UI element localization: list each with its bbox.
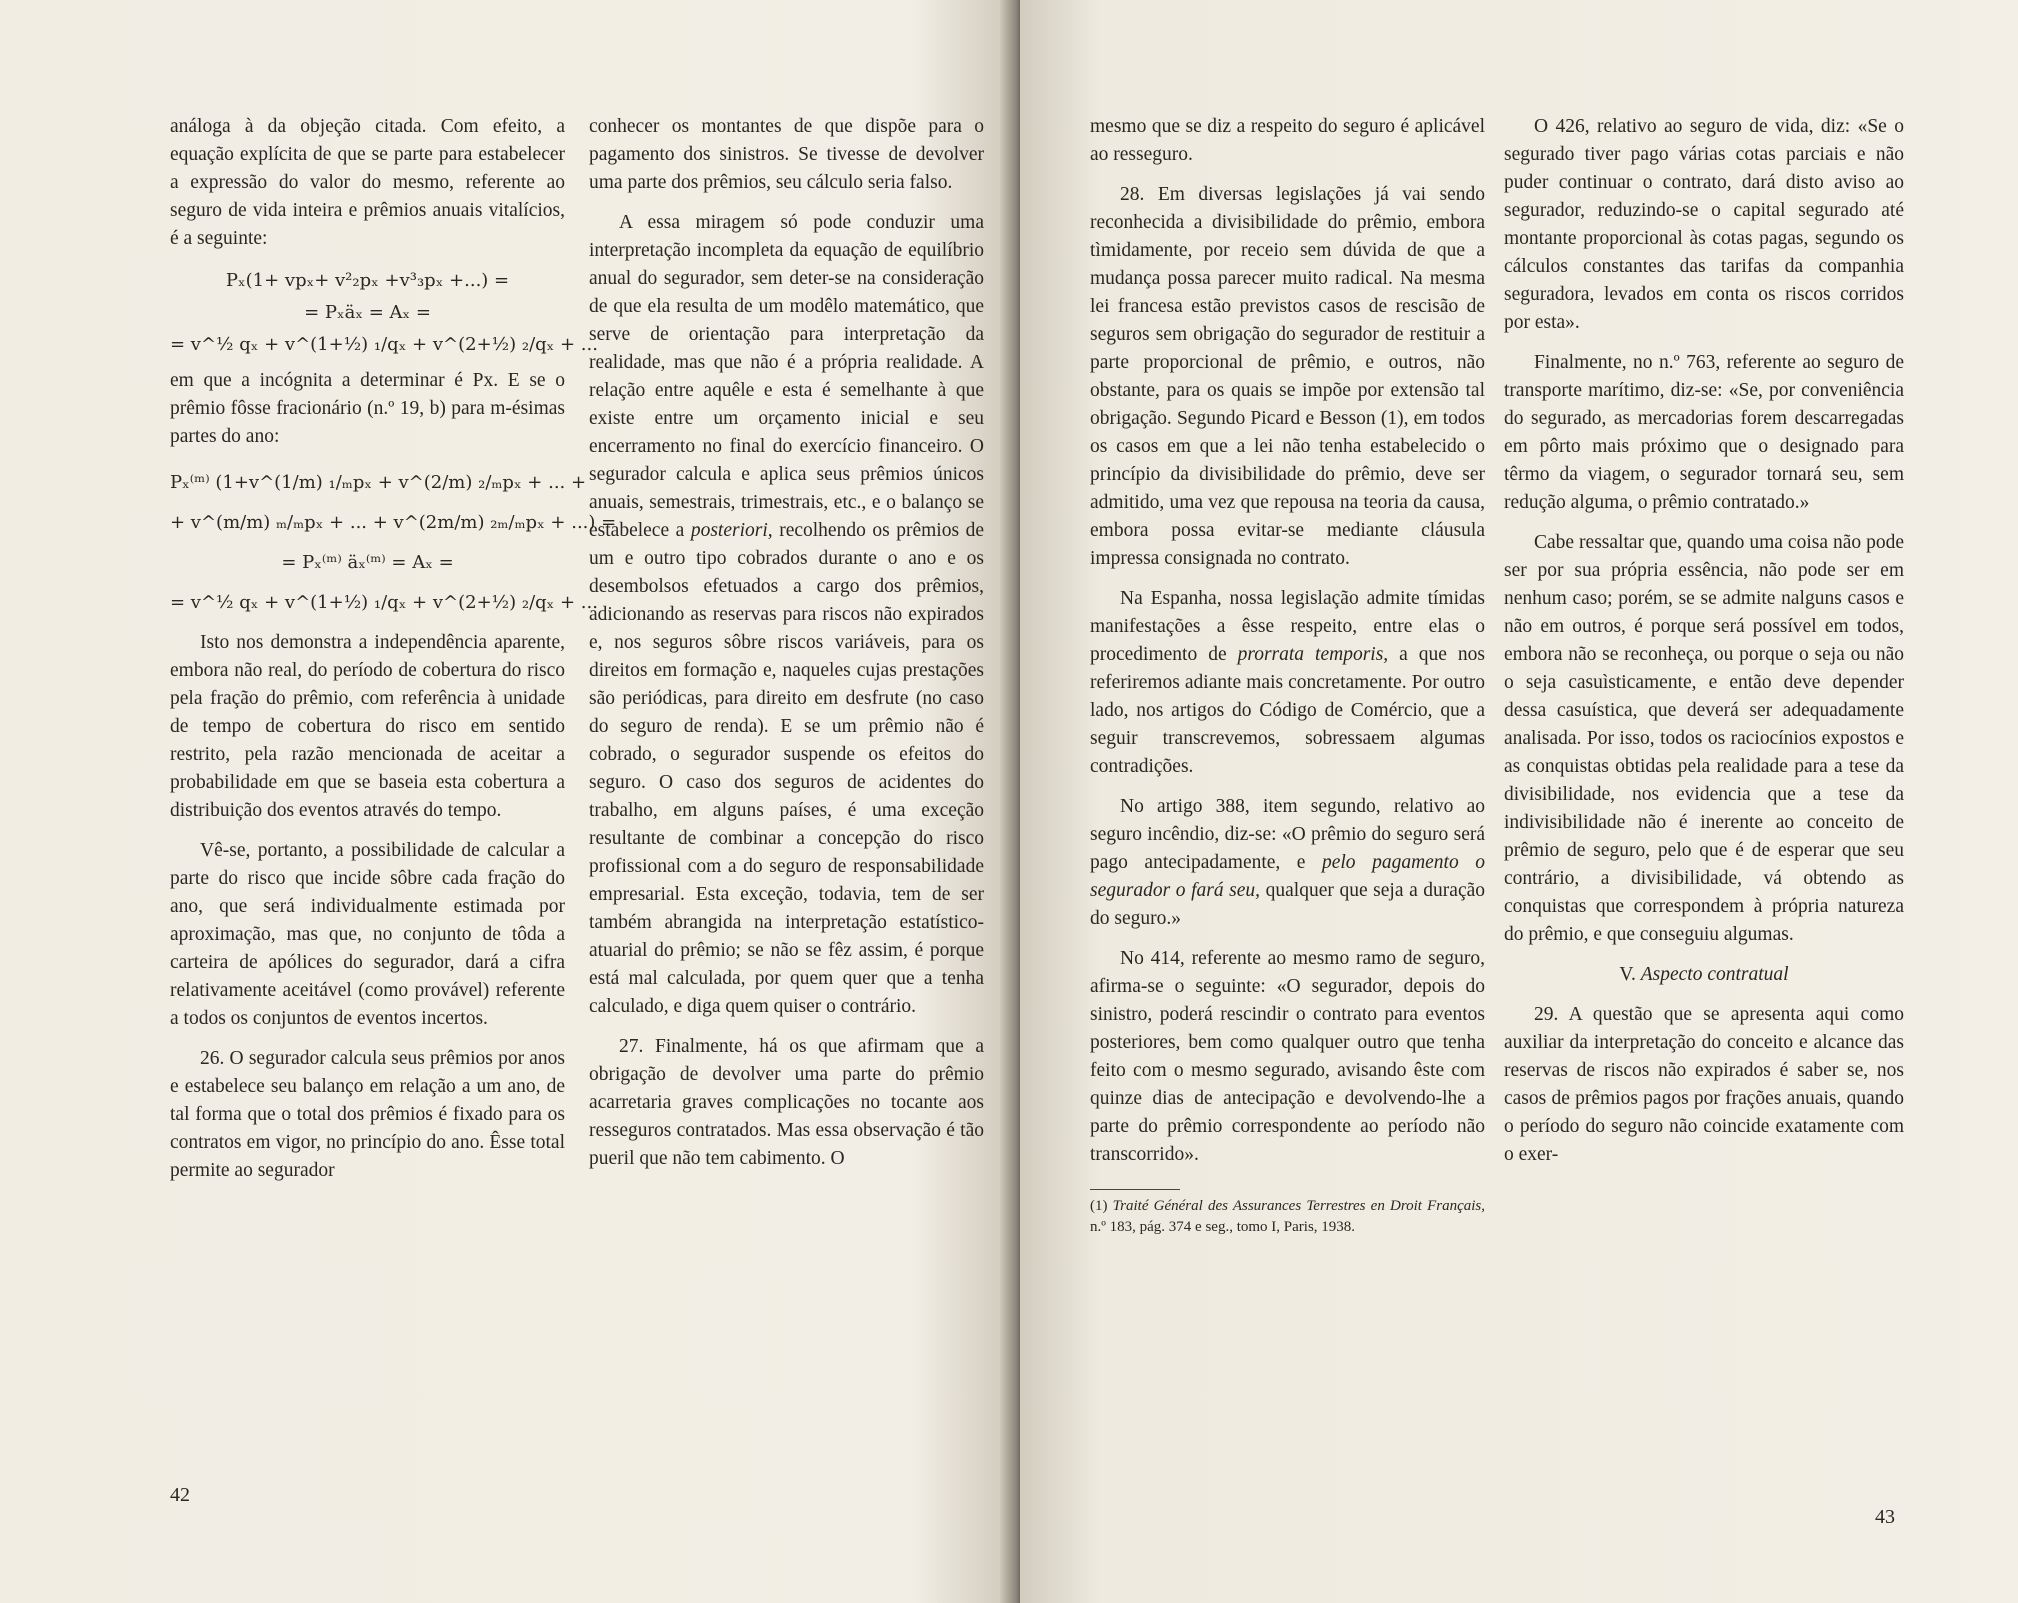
paragraph-espanha [1090, 585, 1485, 781]
right-page [1020, 0, 2018, 1603]
paragraph-27: 27. Finalmente, há os que afirmam que a obrigação de devolver uma parte do prêmio acarretaria graves complicações no tocante aos resseguros contratados. Mas essa observação é tão pueril que não tem cabimento. O [589, 1036, 984, 1169]
formula-line: = Pₓ⁽ᵐ⁾ äₓ⁽ᵐ⁾ = Aₓ = [281, 552, 454, 573]
paragraph-763: Finalmente, no n.º 763, referente ao seguro de transporte marítimo, diz-se: «Se, por conveniência do segurado, as mercadorias forem descarregadas em pôrto mais próximo que o designado para têrmo da viagem, o segurador tornará seu, sem redução alguma, o prêmio contratado.» [1504, 352, 1904, 513]
italic-text: pelo pagamento o segurador o fará seu, [1090, 852, 1485, 901]
paragraph-isto: Isto nos demonstra a independência aparente, embora não real, do período de cobertura do risco pela fração do prêmio, com referência à unidade de tempo de cobertura do risco em sentido restrito, pela razão mencionada de aceitar a probabilidade em que se baseia esta cobertura a distribuição dos eventos através do tempo. [170, 632, 565, 821]
text-run: A essa miragem só pode conduzir uma interpretação incompleta da equação de equilíbrio anual do segurador, sem deter-se na consideração de que ela resulta de um modêlo matemático, que serve de orientação para interpretação da realidade, mas que não é a própria realidade. A relação entre aquêle e esta é semelhante à que existe entre um orçamento inicial e seu encerramento no final do exercício financeiro. O segurador calcula e aplica seus prêmios únicos anuais, semestrais, trimestrais, etc., e o balanço se estabelece a [589, 212, 984, 541]
formula-line: = Pₓäₓ = Aₓ = [304, 302, 431, 323]
formula-annual-premium [170, 265, 598, 361]
italic-text: prorrata temporis, [1237, 644, 1389, 665]
paragraph-426: O 426, relativo ao seguro de vida, diz: «Se o segurado tiver pago várias cotas parciais e não puder continuar o contrato, dará disto aviso ao segurador, reduzindo-se o capital segurado até montante proporcional às cotas pagas, segundo os cálculos constantes das tarifas da companhia seguradora, levados em conta os riscos corridos por esta». [1504, 116, 1904, 333]
page-number-right: 43 [1875, 1506, 1895, 1528]
formula-line: Pₓ(1+ vpₓ+ v²₂pₓ +v³₃pₓ +...) = [225, 270, 510, 291]
paragraph-intro: análoga à da objeção citada. Com efeito, a equação explícita de que se parte para estabelecer a expressão do valor do mesmo, referente ao seguro de vida inteira e prêmios anuais vitalícios, é a seguinte: [170, 116, 565, 249]
formula-line: + v^(m/m) ₘ/ₘpₓ + ... + v^(2m/m) ₂ₘ/ₘpₓ + ...) = [170, 512, 617, 533]
formula-line: Pₓ⁽ᵐ⁾ (1+v^(1/m) ₁/ₘpₓ + v^(2/m) ₂/ₘpₓ + ... + [170, 472, 587, 493]
left-column-2 [589, 113, 984, 1185]
right-column-2 [1504, 113, 1904, 1181]
text-run: No artigo 388, item segundo, relativo ao seguro incêndio, diz-se: «O prêmio do seguro será pago antecipadamente, e [1090, 796, 1485, 873]
section-heading [1504, 961, 1904, 989]
paragraph-incognita: em que a incógnita a determinar é Px. E se o prêmio fôsse fracionário (n.º 19, b) para m-ésimas partes do ano: [170, 370, 565, 447]
footnote [1090, 1196, 1485, 1238]
right-column-1 [1090, 113, 1485, 1250]
paragraph-cabe: Cabe ressaltar que, quando uma coisa não pode ser por sua própria essência, não pode ser em nenhum caso; porém, se se admite nalguns casos e não em outros, é porque será possível em todos, embora não se reconheça, ou porque o seja ou não o seja casuìsticamente, e então deve depender dessa casuística, que deverá ser adequadamente analisada. Por isso, todos os raciocínios expostos e as conquistas obtidas pela realidade para a tese da divisibilidade, nos evidencia que a tese da indivisibilidade não é inerente ao conceito de prêmio de seguro, pelo que é de esperar que seu contrário, a divisibilidade, vá obtendo as conquistas que correspondem à própria natureza do prêmio, e que conseguiu algumas. [1504, 532, 1904, 945]
paragraph-388 [1090, 793, 1485, 933]
text-run: qualquer que seja a duração do seguro.» [1090, 880, 1486, 929]
paragraph-414: No 414, referente ao mesmo ramo de seguro, afirma-se o seguinte: «O segurador, depois do sinistro, poderá rescindir o contrato para eventos posteriores, bem como qualquer outro que tenha feito com o mesmo segurado, avisando êste com quinze dias de antecipação e devolvendo-lhe a parte do prêmio correspondente ao período não transcorrido». [1090, 948, 1485, 1165]
footnote-marker: (1) [1090, 1198, 1108, 1214]
text-run: Na Espanha, nossa legislação admite tímidas manifestações a êsse respeito, entre elas o procedimento de [1090, 588, 1485, 665]
paragraph-miragem [589, 209, 984, 1021]
section-title: Aspecto contratual [1640, 964, 1789, 985]
left-column-1 [170, 113, 617, 1197]
paragraph-mesmo: mesmo que se diz a respeito do seguro é aplicável ao resseguro. [1090, 116, 1485, 165]
paragraph-26: 26. O segurador calcula seus prêmios por anos e estabelece seu balanço em relação a um ano, de tal forma que o total dos prêmios é fixado para os contratos em vigor, no princípio do ano. Êsse total permite ao segurador [170, 1048, 565, 1181]
footnote-divider [1090, 1189, 1180, 1190]
text-run: a que nos referiremos adiante mais concretamente. Por outro lado, nos artigos do Código de Comércio, que a seguir transcrevemos, sobressaem algumas contradições. [1090, 644, 1486, 777]
text-run: n.º 183, pág. 374 e seg., tomo I, Paris, 1938. [1090, 1219, 1356, 1235]
italic-text: posteriori, [690, 520, 773, 541]
formula-fractional-premium [170, 463, 617, 623]
formula-line: = v^½ qₓ + v^(1+½) ₁/qₓ + v^(2+½) ₂/qₓ + ... [170, 334, 598, 355]
section-number: V. [1619, 964, 1636, 985]
paragraph-conhecer: conhecer os montantes de que dispõe para o pagamento dos sinistros. Se tivesse de devolver uma parte dos prêmios, seu cálculo seria falso. [589, 116, 984, 193]
paragraph-29: 29. A questão que se apresenta aqui como auxiliar da interpretação do conceito e alcance das reservas de riscos não expirados é saber se, nos casos de prêmios pagos por frações anuais, quando o período do seguro não coincide exatamente com o exer- [1504, 1004, 1904, 1165]
paragraph-28: 28. Em diversas legislações já vai sendo reconhecida a divisibilidade do prêmio, embora tìmidamente, por receio sem dúvida de que a mudança possa parecer muito radical. Na mesma lei francesa estão previstos casos de rescisão de seguros sem obrigação do segurador de restituir a parte proporcional de prêmio, e outros, não obstante, para os quais se impõe por extensão tal obrigação. Segundo Picard e Besson (1), em todos os casos em que a lei não tenha estabelecido o princípio da divisibilidade do prêmio, deve ser admitido, uma vez que repousa na teoria da causa, embora possa evitar-se mediante cláusula impressa consignada no contrato. [1090, 184, 1485, 569]
formula-line: = v^½ qₓ + v^(1+½) ₁/qₓ + v^(2+½) ₂/qₓ + ... [170, 592, 598, 613]
paragraph-vese: Vê-se, portanto, a possibilidade de calcular a parte do risco que incide sôbre cada fração do ano, que será individualmente estimada por aproximação, mas que, no conjunto de tôda a carteira de apólices do segurador, dará a cifra relativamente aceitável (como provável) referente a todos os conjuntos de eventos incertos. [170, 840, 565, 1029]
page-number-left: 42 [170, 1484, 190, 1506]
text-run: recolhendo os prêmios de um e outro tipo cobrados durante o ano e os desembolsos efetuados a cargo dos prêmios, adicionando as reservas para riscos não expirados e, nos seguros sôbre riscos variáveis, para os direitos em formação e, naqueles cujas prestações são periódicas, para direito em desfrute (no caso do seguro de renda). E se um prêmio não é cobrado, o segurador suspende os efeitos do seguro. O caso dos seguros de acidentes do trabalho, em alguns países, é uma exceção resultante de combinar a concepção do risco profissional com a do seguro de responsabilidade empresarial. Esta exceção, todavia, tem de ser também abrangida na interpretação estatístico-atuarial do prêmio; se não se fêz assim, é porque está mal calculada, por quem quer que a tenha calculado, e diga quem quiser o contrário. [589, 520, 985, 1017]
italic-text: Traité Général des Assurances Terrestres en Droit Français, [1112, 1198, 1485, 1214]
